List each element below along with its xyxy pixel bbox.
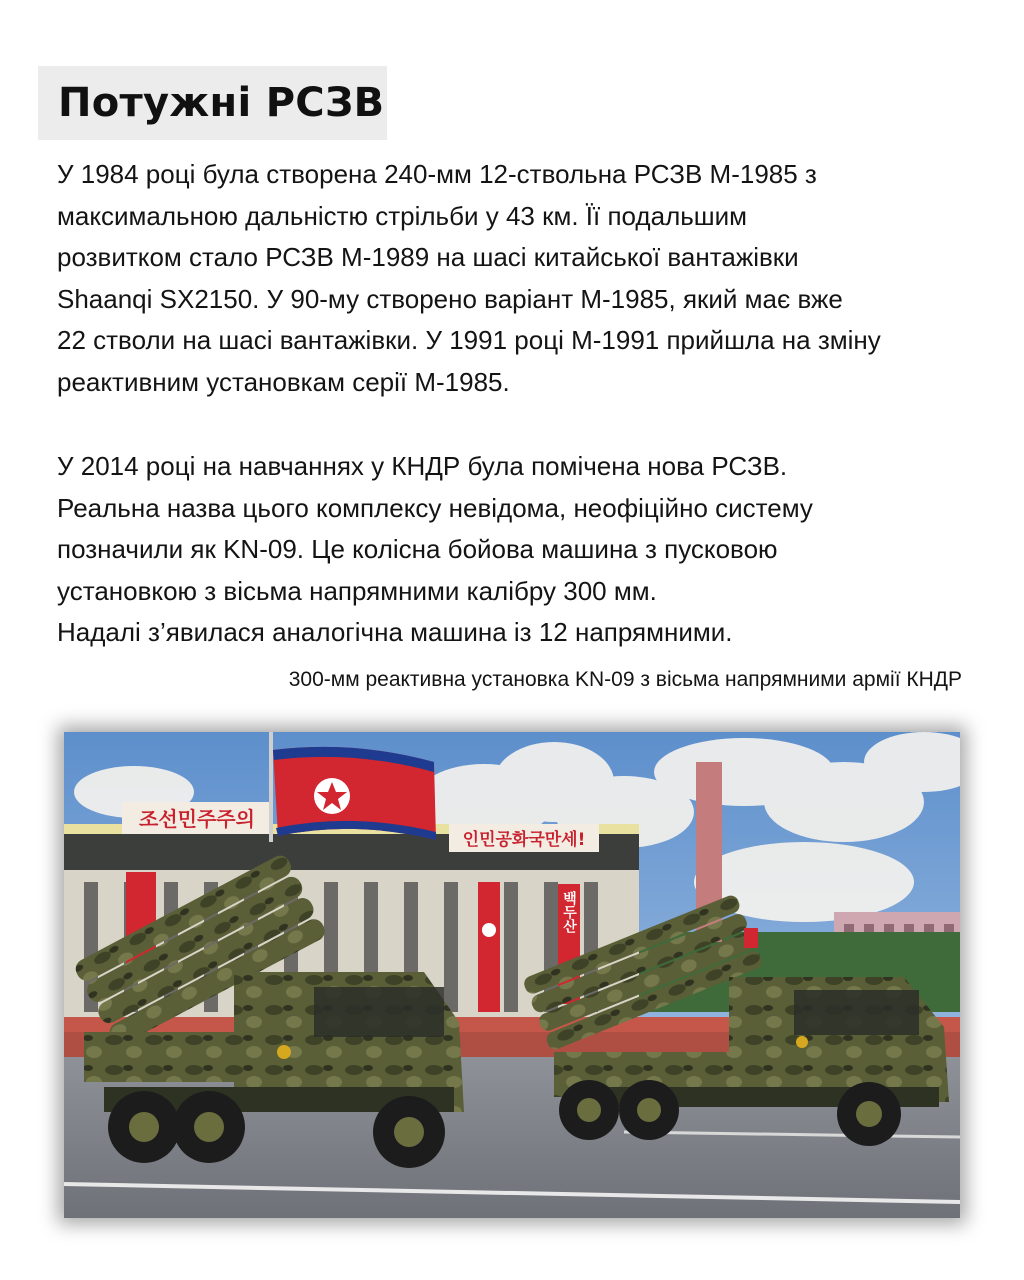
text-line: позначили як KN-09. Це колісна бойова машина з пусковою	[57, 534, 778, 564]
text-line: 22 стволи на шасі вантажівки. У 1991 році М-1991 прийшла на зміну	[57, 325, 881, 355]
page-title: Потужні РСЗВ	[58, 80, 385, 126]
text-line: максимальною дальністю стрільби у 43 км. Її подальшим	[57, 200, 748, 231]
title-box	[38, 66, 387, 140]
text-line: Shaanqi SX2150. У 90-му створено варіант М-1985, який має вже	[57, 283, 843, 314]
photo-caption: 300-мм реактивна установка KN-09 з вісьма напрямними армії КНДР	[288, 668, 962, 691]
text-line: розвитком стало РСЗВ М-1989 на шасі китайської вантажівки	[57, 242, 799, 272]
banner-right-text: 인민공화국만세!	[462, 830, 586, 850]
text-line: Реальна назва цього комплексу невідома, неофіційно систему	[57, 492, 813, 523]
text-line: Надалі з’явилася аналогічна машина із 12 напрямними.	[57, 617, 733, 647]
banner-right	[449, 824, 599, 852]
paragraph-2	[57, 446, 987, 654]
text-line: У 1984 році була створена 240-мм 12-ствольна РСЗВ М-1985 з	[57, 159, 817, 189]
paragraph-1	[57, 154, 987, 403]
vertical-banner-text: 백두산	[561, 891, 577, 933]
text-line: реактивним установкам серії М-1985.	[57, 366, 510, 397]
text-line: установкою з вісьма напрямними калібру 300 мм.	[57, 575, 657, 606]
parade-photo	[64, 732, 960, 1218]
vertical-banner-mid	[478, 882, 500, 1012]
banner-left-text: 조선민주주의	[139, 807, 255, 831]
text-line: У 2014 році на навчаннях у КНДР була помічена нова РСЗВ.	[57, 451, 788, 481]
banner-left	[122, 802, 272, 834]
